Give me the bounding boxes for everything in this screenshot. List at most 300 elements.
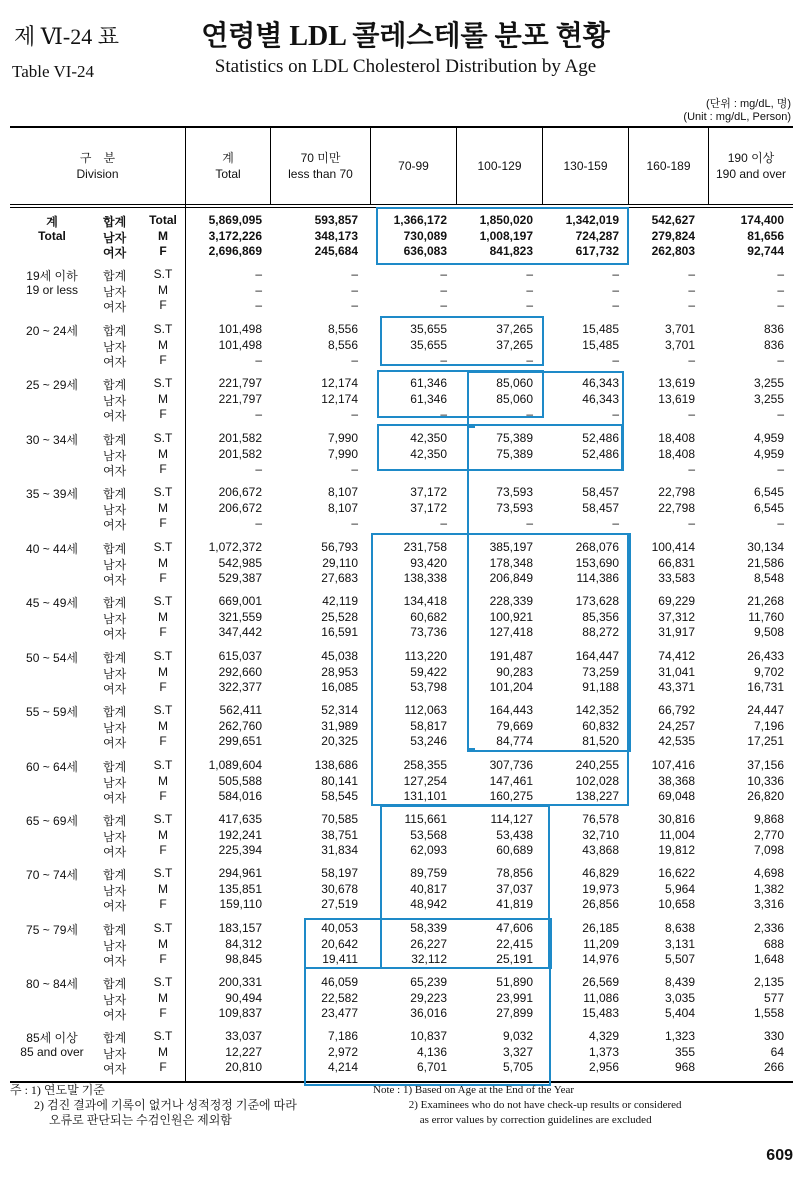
sex-label: 합계 [103, 868, 127, 882]
table-cell: 16,731 [747, 680, 784, 694]
table-cell: 58,457 [582, 485, 619, 499]
footnotes-korean: 주 : 1) 연도말 기준 2) 검진 결과에 기록이 없거나 성적정정 기준에 따라 오류로 판단되는 수검인원은 제외함 [10, 1083, 297, 1127]
table-cell: 348,173 [314, 228, 358, 243]
sex-label: 남자 [103, 502, 127, 517]
sex-label-english: M [158, 228, 168, 243]
table-cell: 4,959 [753, 431, 784, 445]
table-cell: – [440, 298, 447, 312]
sex-label-english: S.T [153, 921, 173, 935]
footnotes-english: Note : 1) Based on Age at the End of the Year 2) Examinees who do not have check-up results or considered as error values by correction guidelines are excluded [373, 1084, 682, 1126]
table-cell: 8,439 [664, 975, 695, 989]
sex-label: 여자 [103, 954, 127, 968]
table-cell: 2,135 [753, 975, 784, 989]
table-cell: 10,837 [410, 1029, 447, 1043]
table-cell: 5,507 [664, 952, 695, 966]
table-cell: – [612, 462, 619, 476]
table-cell: – [440, 282, 447, 297]
highlight-box [380, 316, 544, 366]
table-cell: 240,255 [575, 758, 619, 772]
sex-label-english: F [159, 298, 167, 312]
table-cell: 24,257 [658, 718, 695, 733]
table-cell: 3,035 [664, 990, 695, 1005]
table-cell: 22,415 [496, 936, 533, 951]
table-cell: 206,672 [218, 500, 262, 515]
table-cell: 48,942 [410, 897, 447, 911]
table-cell: 1,072,372 [208, 540, 262, 554]
sex-label: 합계 [103, 1031, 127, 1045]
table-cell: – [255, 516, 262, 530]
table-cell: – [612, 267, 619, 281]
table-cell: 75,389 [496, 431, 533, 445]
sex-label-english: F [159, 680, 167, 694]
table-cell: 178,348 [489, 555, 533, 570]
table-cell: – [351, 267, 358, 281]
table-cell: 91,188 [582, 680, 619, 694]
sex-label-english: F [159, 897, 167, 911]
table-cell: 138,338 [403, 571, 447, 585]
table-cell: 53,438 [496, 827, 533, 842]
table-cell: 18,408 [658, 446, 695, 461]
table-cell: 153,690 [575, 555, 619, 570]
sex-label-english: S.T [153, 322, 173, 336]
table-cell: 88,272 [582, 625, 619, 639]
table-cell: 11,760 [748, 609, 784, 624]
table-cell: 90,283 [496, 664, 533, 679]
sex-label-english: S.T [153, 812, 173, 826]
sex-label: 합계 [103, 596, 127, 610]
table-cell: – [777, 462, 784, 476]
table-cell: 35,655 [410, 322, 447, 336]
table-cell: 52,314 [321, 703, 358, 717]
table-cell: 562,411 [219, 703, 262, 717]
sex-label: 합계 [103, 269, 127, 283]
table-cell: 24,447 [747, 703, 784, 717]
table-cell: 43,371 [658, 680, 695, 694]
table-number-english: Table VI-24 [12, 62, 95, 81]
table-cell: 221,797 [218, 391, 262, 406]
table-cell: 73,736 [410, 625, 447, 639]
table-cell: 138,227 [575, 789, 619, 803]
sex-label: 남자 [103, 992, 127, 1007]
highlight-box [304, 918, 551, 1086]
page-number: 609 [766, 1147, 793, 1164]
table-cell: – [777, 298, 784, 312]
sex-label: 여자 [103, 1008, 127, 1022]
table-cell: – [255, 462, 262, 476]
table-cell: 17,251 [747, 734, 784, 748]
table-cell: 16,085 [321, 680, 358, 694]
table-cell: 29,110 [322, 555, 358, 570]
table-cell: 231,758 [403, 540, 447, 554]
table-cell: 417,635 [218, 812, 262, 826]
table-cell: 228,339 [489, 594, 533, 608]
table-cell: 51,890 [496, 975, 533, 989]
table-cell: 33,037 [225, 1029, 262, 1043]
sex-label-english: F [159, 843, 167, 857]
table-cell: 2,972 [327, 1044, 358, 1059]
table-cell: 9,702 [753, 664, 784, 679]
table-cell: 46,343 [582, 391, 619, 406]
table-cell: 61,346 [410, 376, 447, 390]
table-cell: 100,921 [489, 609, 533, 624]
table-cell: 8,107 [327, 485, 358, 499]
table-cell: 321,559 [218, 609, 262, 624]
table-cell: 26,820 [747, 789, 784, 803]
age-group-label: 50 ~ 54세 [26, 651, 78, 665]
table-cell: – [440, 462, 447, 476]
table-cell: 62,093 [410, 843, 447, 857]
table-cell: – [777, 516, 784, 530]
table-cell: 1,089,604 [208, 758, 262, 772]
sex-label: 여자 [103, 246, 127, 260]
table-cell: 85,060 [496, 391, 533, 406]
table-cell: 100,414 [651, 540, 695, 554]
table-cell: – [688, 267, 695, 281]
table-cell: 307,736 [489, 758, 533, 772]
table-cell: 841,823 [489, 244, 533, 258]
table-cell: 109,837 [218, 1006, 262, 1020]
table-cell: 5,964 [664, 881, 695, 896]
table-cell: 245,684 [314, 244, 358, 258]
table-cell: 12,174 [321, 391, 358, 406]
age-group-label: 75 ~ 79세 [26, 923, 78, 937]
table-cell: 23,477 [321, 1006, 358, 1020]
table-cell: 347,442 [218, 625, 262, 639]
table-cell: 27,899 [496, 1006, 533, 1020]
sex-label: 남자 [103, 557, 127, 572]
table-cell: 4,329 [588, 1029, 619, 1043]
sex-label-english: S.T [153, 376, 173, 390]
table-cell: 69,048 [658, 789, 695, 803]
table-cell: 45,038 [321, 649, 358, 663]
table-cell: 8,548 [753, 571, 784, 585]
table-cell: 183,157 [218, 921, 262, 935]
table-cell: 206,849 [489, 571, 533, 585]
table-cell: – [255, 353, 262, 367]
table-cell: 636,083 [403, 244, 447, 258]
table-cell: 7,098 [753, 843, 784, 857]
sex-label: 합계 [103, 433, 127, 447]
table-cell: – [526, 282, 533, 297]
table-cell: 47,606 [496, 921, 533, 935]
table-cell: 8,638 [664, 921, 695, 935]
table-cell: 14,976 [582, 952, 619, 966]
table-cell: 9,508 [753, 625, 784, 639]
sex-label-english: F [159, 734, 167, 748]
table-cell: – [612, 282, 619, 297]
table-cell: 173,628 [575, 594, 619, 608]
table-cell: 107,416 [651, 758, 695, 772]
table-cell: 31,917 [658, 625, 695, 639]
sex-label-english: M [158, 282, 168, 297]
table-cell: 73,593 [496, 485, 533, 499]
table-cell: 9,868 [753, 812, 784, 826]
table-cell: 11,004 [659, 827, 695, 842]
table-cell: 58,545 [321, 789, 358, 803]
sex-label: 여자 [103, 464, 127, 478]
sex-label: 남자 [103, 284, 127, 299]
age-group-label: 19세 이하 [26, 269, 78, 283]
table-cell: 7,196 [753, 718, 784, 733]
table-cell: 135,851 [218, 881, 262, 896]
table-cell: 20,325 [321, 734, 358, 748]
table-cell: – [351, 516, 358, 530]
sex-label: 합계 [103, 923, 127, 937]
table-cell: 78,856 [496, 866, 533, 880]
sex-label: 합계 [103, 378, 127, 392]
sex-label: 여자 [103, 355, 127, 369]
table-cell: 32,112 [411, 952, 447, 966]
sex-label-english: M [158, 664, 168, 679]
sex-label-english: F [159, 244, 167, 258]
table-cell: 266 [763, 1060, 784, 1074]
table-cell: 9,032 [502, 1029, 533, 1043]
table-cell: 15,483 [582, 1006, 619, 1020]
table-cell: 23,991 [496, 990, 533, 1005]
sex-label-english: M [158, 827, 168, 842]
sex-label: 남자 [103, 230, 127, 245]
table-cell: 7,990 [327, 431, 358, 445]
table-cell: 19,973 [582, 881, 619, 896]
table-cell: 112,063 [404, 703, 447, 717]
table-cell: 11,086 [583, 990, 619, 1005]
table-cell: – [688, 282, 695, 297]
header-division: 구 분 Division [76, 151, 119, 181]
table-cell: 1,850,020 [479, 213, 533, 227]
table-cell: 53,246 [410, 734, 447, 748]
table-cell: 730,089 [403, 228, 447, 243]
table-cell: 30,134 [747, 540, 784, 554]
table-cell: 84,312 [225, 936, 262, 951]
table-cell: 201,582 [218, 431, 262, 445]
table-cell: 30,678 [321, 881, 358, 896]
sex-label-english: F [159, 407, 167, 421]
table-cell: – [255, 267, 262, 281]
table-cell: 1,648 [753, 952, 784, 966]
sex-label-english: S.T [153, 267, 173, 281]
table-cell: 2,956 [588, 1060, 619, 1074]
age-group-label: 25 ~ 29세 [26, 378, 78, 392]
age-group-label-english: Total [38, 229, 66, 243]
header-160-189: 160-189 [646, 159, 691, 173]
table-cell: – [688, 298, 695, 312]
table-cell: 262,760 [218, 718, 262, 733]
age-group-label: 30 ~ 34세 [26, 433, 78, 447]
table-cell: – [351, 462, 358, 476]
header-130-159: 130-159 [563, 159, 608, 173]
table-cell: 66,831 [658, 555, 695, 570]
table-cell: 46,829 [582, 866, 619, 880]
sex-label: 여자 [103, 736, 127, 750]
table-cell: 1,008,197 [479, 228, 533, 243]
table-cell: – [777, 353, 784, 367]
table-cell: 13,619 [658, 376, 695, 390]
sex-label: 합계 [103, 215, 127, 229]
table-cell: 85,356 [582, 609, 619, 624]
header-70-99: 70-99 [398, 159, 429, 173]
table-cell: – [612, 407, 619, 421]
table-cell: – [777, 267, 784, 281]
sex-label-english: F [159, 516, 167, 530]
sex-label: 남자 [103, 883, 127, 898]
table-cell: 56,793 [321, 540, 358, 554]
table-cell: 113,220 [404, 649, 447, 663]
sex-label: 합계 [103, 705, 127, 719]
table-cell: 3,701 [664, 322, 695, 336]
table-cell: 37,172 [410, 500, 447, 515]
table-cell: 60,682 [410, 609, 447, 624]
table-cell: 131,101 [403, 789, 447, 803]
sex-label: 합계 [103, 760, 127, 774]
table-cell: 90,494 [225, 990, 262, 1005]
table-cell: 16,622 [658, 866, 695, 880]
table-cell: – [612, 353, 619, 367]
table-cell: – [351, 298, 358, 312]
sex-label-english: F [159, 625, 167, 639]
sex-label: 남자 [103, 611, 127, 626]
table-cell: 18,408 [658, 431, 695, 445]
table-cell: 58,197 [321, 866, 358, 880]
table-cell: 20,810 [225, 1060, 262, 1074]
table-cell: 1,366,172 [393, 213, 447, 227]
table-cell: 60,689 [496, 843, 533, 857]
sex-label: 남자 [103, 339, 127, 354]
table-cell: 3,172,226 [208, 228, 262, 243]
table-cell: – [688, 462, 695, 476]
table-cell: 73,259 [582, 664, 619, 679]
table-cell: 192,241 [218, 827, 262, 842]
sex-label-english: M [158, 936, 168, 951]
table-cell: 191,487 [489, 649, 533, 663]
table-cell: 35,655 [410, 337, 447, 352]
header-less-than-70: 70 미만 less than 70 [288, 151, 353, 181]
sex-label-english: S.T [153, 866, 173, 880]
header-100-129: 100-129 [477, 159, 522, 173]
table-cell: 61,346 [410, 391, 447, 406]
table-cell: 225,394 [218, 843, 262, 857]
sex-label: 여자 [103, 409, 127, 423]
sex-label-english: F [159, 462, 167, 476]
sex-label-english: S.T [153, 431, 173, 445]
sex-label: 합계 [103, 651, 127, 665]
table-cell: – [526, 462, 533, 476]
table-cell: 29,223 [410, 990, 447, 1005]
table-cell: 294,961 [218, 866, 262, 880]
sex-label-english: M [158, 391, 168, 406]
table-cell: 40,053 [321, 921, 358, 935]
table-cell: 20,642 [321, 936, 358, 951]
sex-label-english: Total [149, 213, 177, 227]
age-group-label: 70 ~ 74세 [26, 868, 78, 882]
table-cell: 101,204 [489, 680, 533, 694]
table-cell: 70,585 [321, 812, 358, 826]
table-cell: 80,141 [321, 773, 358, 788]
table-cell: 299,651 [218, 734, 262, 748]
table-cell: 26,569 [582, 975, 619, 989]
table-cell: 617,732 [575, 244, 619, 258]
table-cell: 27,683 [321, 571, 358, 585]
table-cell: 2,770 [753, 827, 784, 842]
table-cell: 268,076 [575, 540, 619, 554]
table-cell: 688 [763, 936, 784, 951]
table-cell: 42,350 [410, 431, 447, 445]
table-cell: 84,774 [496, 734, 533, 748]
sex-label: 여자 [103, 300, 127, 314]
table-cell: 32,710 [582, 827, 619, 842]
unit-label-korean: (단위 : mg/dL, 명) [705, 98, 791, 110]
table-cell: 19,411 [322, 952, 358, 966]
table-cell: 6,701 [416, 1060, 447, 1074]
table-cell: 262,803 [651, 244, 695, 258]
table-cell: 10,336 [747, 773, 784, 788]
table-cell: 93,420 [410, 555, 447, 570]
table-cell: 201,582 [218, 446, 262, 461]
table-cell: 4,136 [416, 1044, 447, 1059]
table-cell: 3,131 [664, 936, 695, 951]
table-cell: 98,845 [225, 952, 262, 966]
table-cell: 28,953 [321, 664, 358, 679]
table-cell: 65,239 [410, 975, 447, 989]
table-cell: 42,350 [410, 446, 447, 461]
sex-label: 합계 [103, 324, 127, 338]
table-cell: 52,486 [582, 431, 619, 445]
table-cell: 30,816 [658, 812, 695, 826]
highlight-box [376, 207, 629, 265]
table-cell: – [612, 516, 619, 530]
table-cell: 3,327 [502, 1044, 533, 1059]
table-cell: 52,486 [582, 446, 619, 461]
sex-label: 여자 [103, 1062, 127, 1076]
table-cell: 81,520 [582, 734, 619, 748]
table-cell: 8,556 [327, 337, 358, 352]
table-cell: 11,209 [583, 936, 619, 951]
age-group-label: 45 ~ 49세 [26, 596, 78, 610]
table-cell: 127,254 [403, 773, 447, 788]
table-cell: 31,041 [658, 664, 695, 679]
table-cell: 37,037 [496, 881, 533, 896]
table-cell: – [612, 298, 619, 312]
age-group-label: 40 ~ 44세 [26, 542, 78, 556]
table-cell: 102,028 [575, 773, 619, 788]
table-number-korean: 제 Ⅵ-24 표 [14, 24, 119, 49]
highlight-box [371, 533, 629, 806]
table-cell: 836 [763, 337, 784, 352]
table-cell: 33,583 [658, 571, 695, 585]
table-cell: 22,798 [658, 485, 695, 499]
table-cell: 60,832 [582, 718, 619, 733]
table-cell: 58,817 [410, 718, 447, 733]
age-group-label: 35 ~ 39세 [26, 487, 78, 501]
table-cell: 138,686 [314, 758, 358, 772]
sex-label-english: S.T [153, 540, 173, 554]
table-cell: 25,191 [496, 952, 533, 966]
sex-label-english: M [158, 500, 168, 515]
table-cell: 159,110 [219, 897, 262, 911]
table-cell: 76,578 [582, 812, 619, 826]
sex-label: 남자 [103, 720, 127, 735]
table-cell: 1,342,019 [565, 213, 619, 227]
header-total: 계 Total [215, 151, 241, 181]
age-group-label: 계 [46, 215, 58, 229]
page-title-korean: 연령별 LDL 콜레스테롤 분포 현황 [201, 21, 610, 52]
table-cell: 2,696,869 [208, 244, 262, 258]
sex-label: 남자 [103, 1046, 127, 1061]
sex-label: 남자 [103, 448, 127, 463]
table-cell: 3,316 [753, 897, 784, 911]
table-cell: 114,127 [490, 812, 533, 826]
table-cell: 43,868 [582, 843, 619, 857]
age-group-label: 20 ~ 24세 [26, 324, 78, 338]
